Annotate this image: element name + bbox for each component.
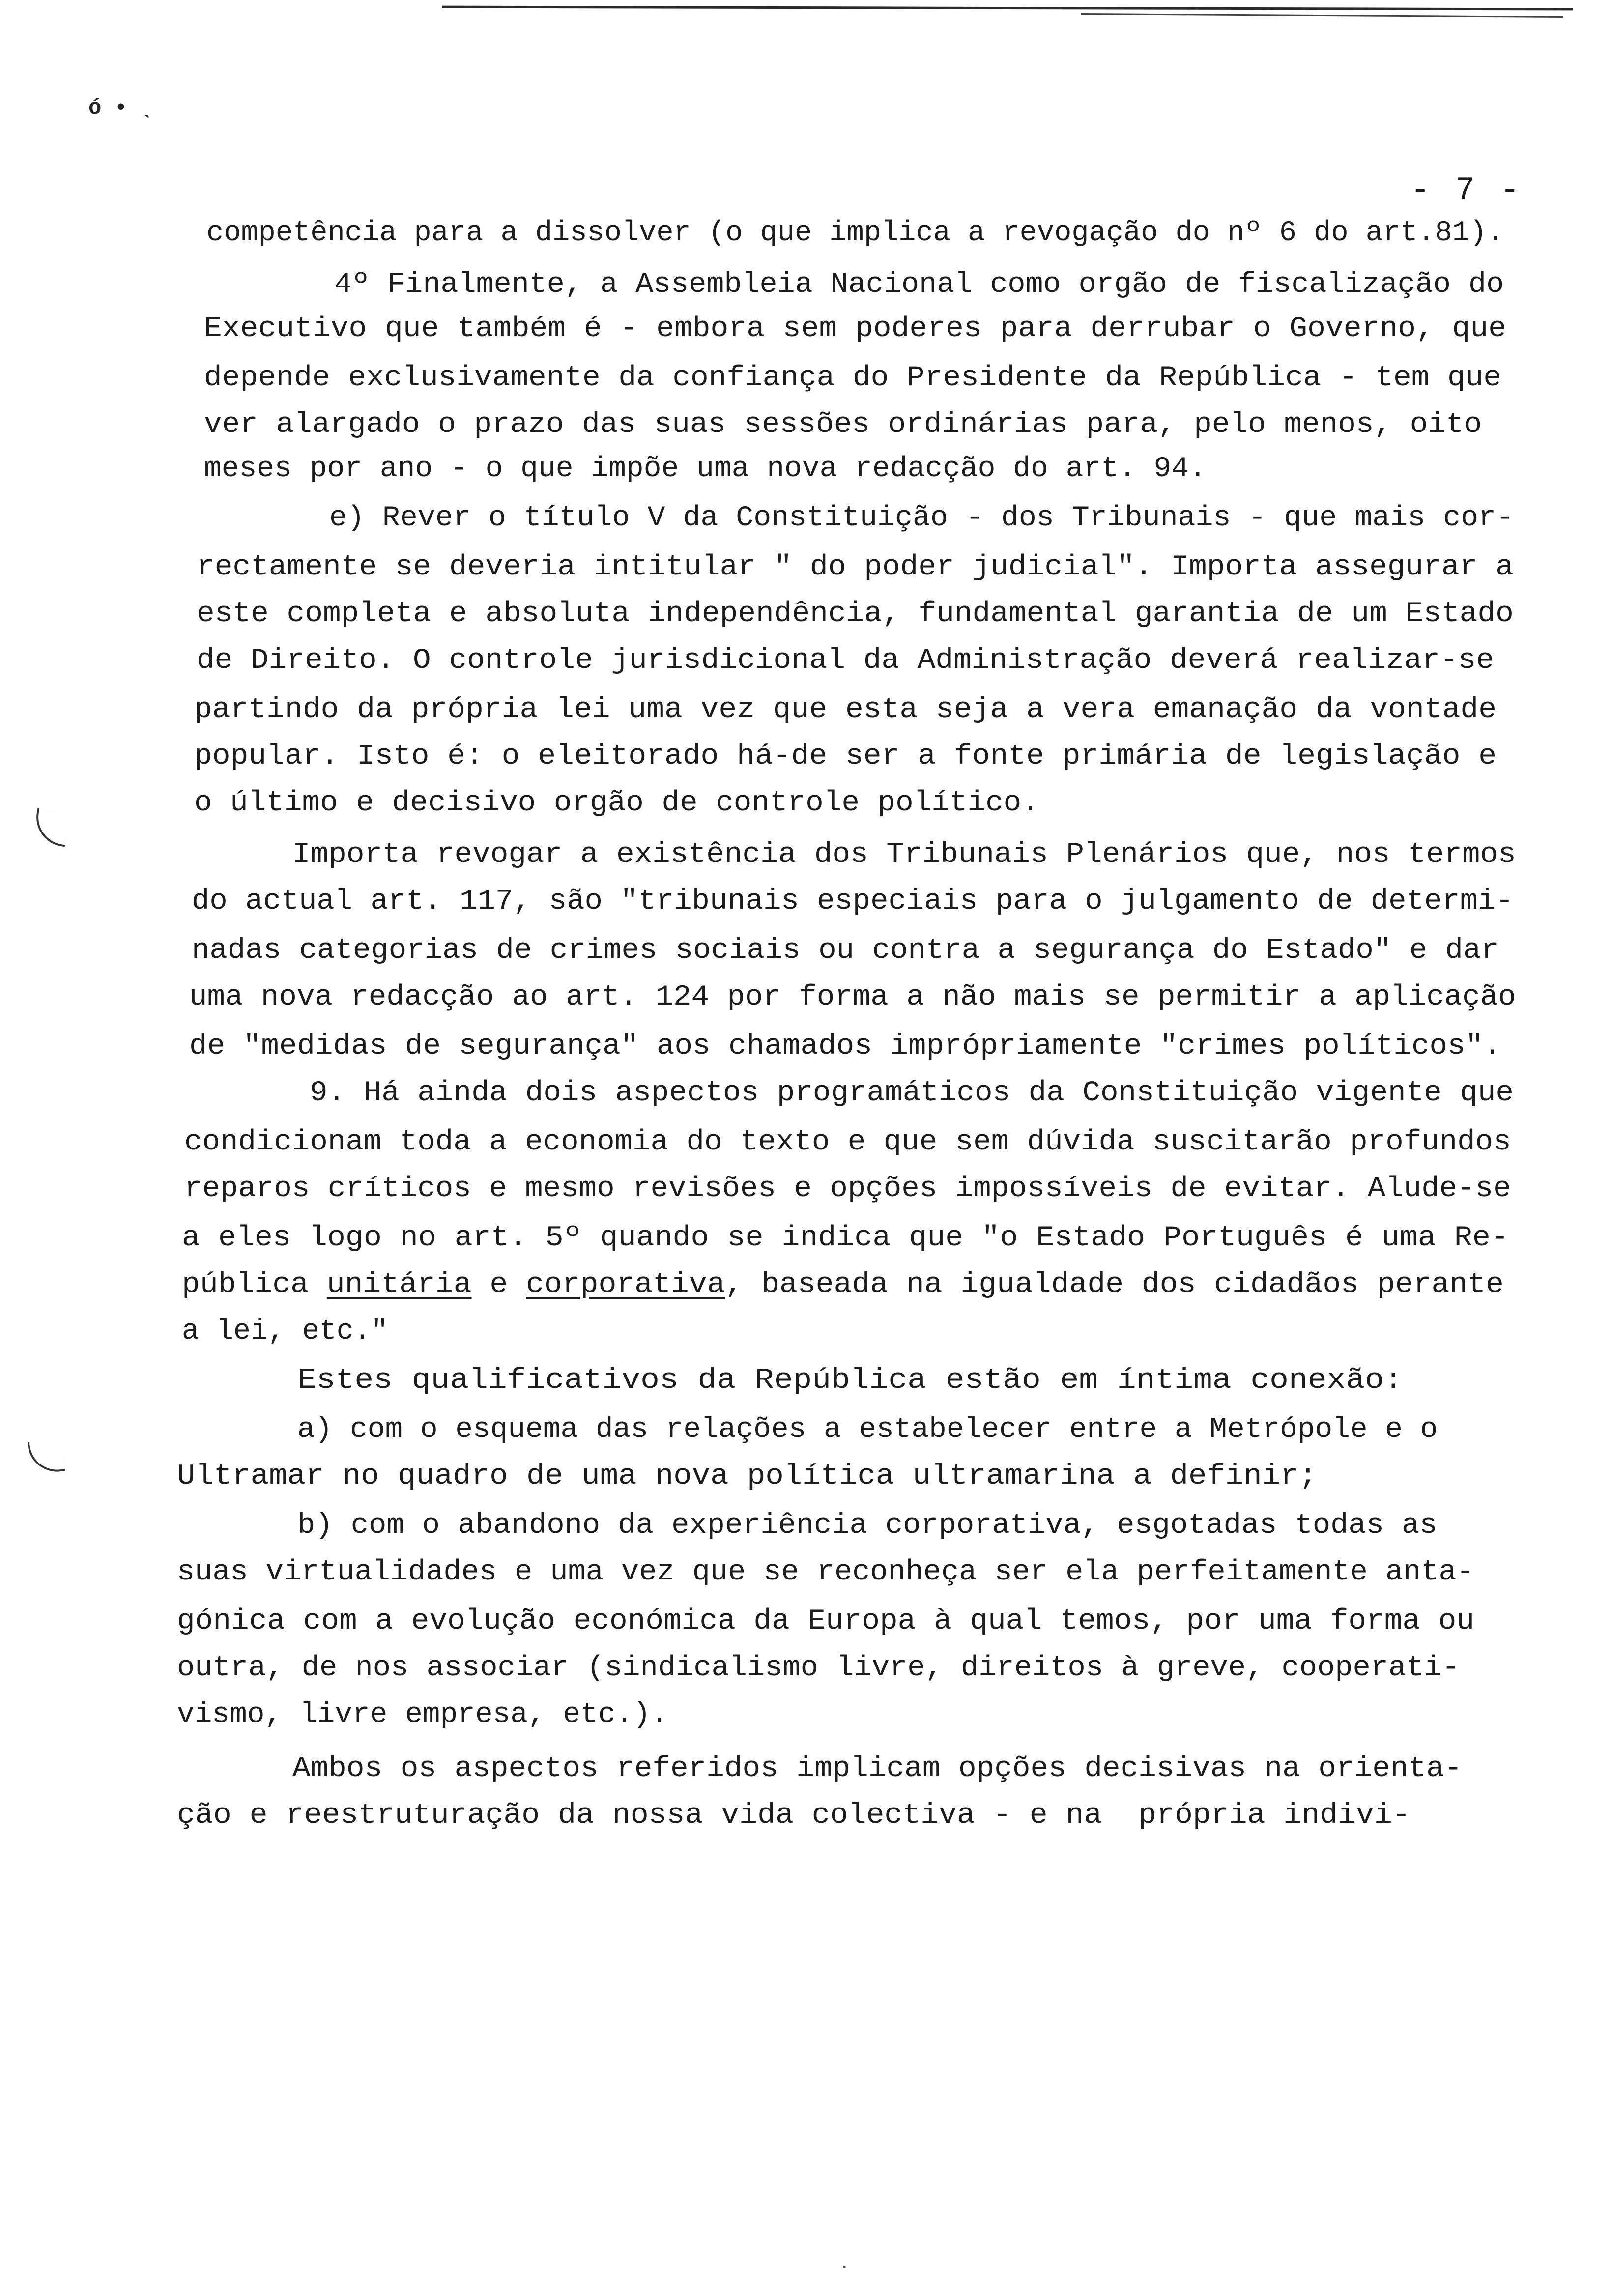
text-line: Estes qualificativos da República estão em íntima conexão:	[297, 1365, 1403, 1397]
text-line	[182, 1268, 1504, 1302]
text-line: Importa revogar a existência dos Tribunais Plenários que, nos termos	[292, 839, 1516, 871]
underlined-word-corporativa: corporativa	[526, 1269, 725, 1301]
text-line: 4º Finalmente, a Assembleia Nacional como orgão de fiscalização do	[334, 269, 1504, 301]
text-line: gónica com a evolução económica da Europa à qual temos, por uma forma ou	[177, 1606, 1475, 1637]
margin-bracket-mark	[32, 808, 71, 847]
top-edge-rule	[442, 6, 1573, 11]
text-line: meses por ano - o que impõe uma nova redacção do art. 94.	[204, 453, 1207, 485]
text-line: rectamente se deveria intitular " do poder judicial". Importa assegurar a	[197, 551, 1514, 583]
text-line: nadas categorias de crimes sociais ou contra a segurança do Estado" e dar	[192, 935, 1499, 967]
text-line: reparos críticos e mesmo revisões e opções impossíveis de evitar. Alude-se	[184, 1173, 1511, 1205]
text-line: ver alargado o prazo das suas sessões ordinárias para, pelo menos, oito	[204, 409, 1482, 441]
text-line: Executivo que também é - embora sem poderes para derrubar o Governo, que	[204, 313, 1507, 345]
page-number: - 7 -	[1410, 172, 1523, 209]
corner-marks: ó • ˎ	[88, 96, 154, 120]
text-line: depende exclusivamente da confiança do Presidente da República - tem que	[204, 362, 1502, 394]
margin-bracket-mark	[28, 1438, 65, 1476]
text-run: pública	[182, 1269, 327, 1301]
text-line: competência para a dissolver (o que implica a revogação do nº 6 do art.81).	[206, 217, 1504, 249]
paper-speck	[843, 2266, 846, 2268]
text-line: a lei, etc."	[182, 1316, 388, 1348]
text-line: Ambos os aspectos referidos implicam opções decisivas na orienta-	[292, 1753, 1463, 1785]
top-edge-rule-secondary	[1081, 13, 1563, 18]
text-run: e	[471, 1269, 526, 1301]
text-line: e) Rever o título V da Constituição - dos Tribunais - que mais cor-	[329, 502, 1514, 534]
text-line: o último e decisivo orgão de controle político.	[194, 787, 1039, 819]
text-line: b) com o abandono da experiência corporativa, esgotadas todas as	[297, 1510, 1438, 1542]
text-line: popular. Isto é: o eleitorado há-de ser a fonte primária de legislação e	[194, 741, 1497, 773]
text-line: de "medidas de segurança" aos chamados imprópriamente "crimes políticos".	[189, 1031, 1501, 1062]
text-line: condicionam toda a economia do texto e que sem dúvida suscitarão profundos	[184, 1126, 1511, 1158]
text-line: uma nova redacção ao art. 124 por forma a não mais se permitir a aplicação	[189, 981, 1516, 1013]
text-line: a) com o esquema das relações a estabelecer entre a Metrópole e o	[297, 1414, 1438, 1446]
text-line: de Direito. O controle jurisdicional da Administração deverá realizar-se	[197, 645, 1495, 677]
text-line: a eles logo no art. 5º quando se indica que "o Estado Português é uma Re-	[182, 1222, 1509, 1254]
text-line: Ultramar no quadro de uma nova política ultramarina a definir;	[177, 1461, 1317, 1492]
text-line: suas virtualidades e uma vez que se reconheça ser ela perfeitamente anta-	[177, 1556, 1474, 1588]
text-line: 9. Há ainda dois aspectos programáticos da Constituição vigente que	[310, 1077, 1514, 1109]
text-line: partindo da própria lei uma vez que esta seja a vera emanação da vontade	[194, 694, 1497, 726]
underlined-word-unitaria: unitária	[326, 1269, 472, 1301]
text-line: outra, de nos associar (sindicalismo livre, direitos à greve, cooperati-	[177, 1652, 1460, 1684]
text-line: este completa e absoluta independência, fundamental garantia de um Estado	[197, 598, 1514, 630]
text-line: ção e reestruturação da nossa vida colectiva - e na própria indivi-	[177, 1800, 1410, 1832]
text-run: , baseada na igualdade dos cidadãos perante	[725, 1269, 1504, 1301]
text-line: do actual art. 117, são "tribunais especiais para o julgamento de determi-	[192, 886, 1514, 918]
text-line: vismo, livre empresa, etc.).	[177, 1699, 668, 1731]
